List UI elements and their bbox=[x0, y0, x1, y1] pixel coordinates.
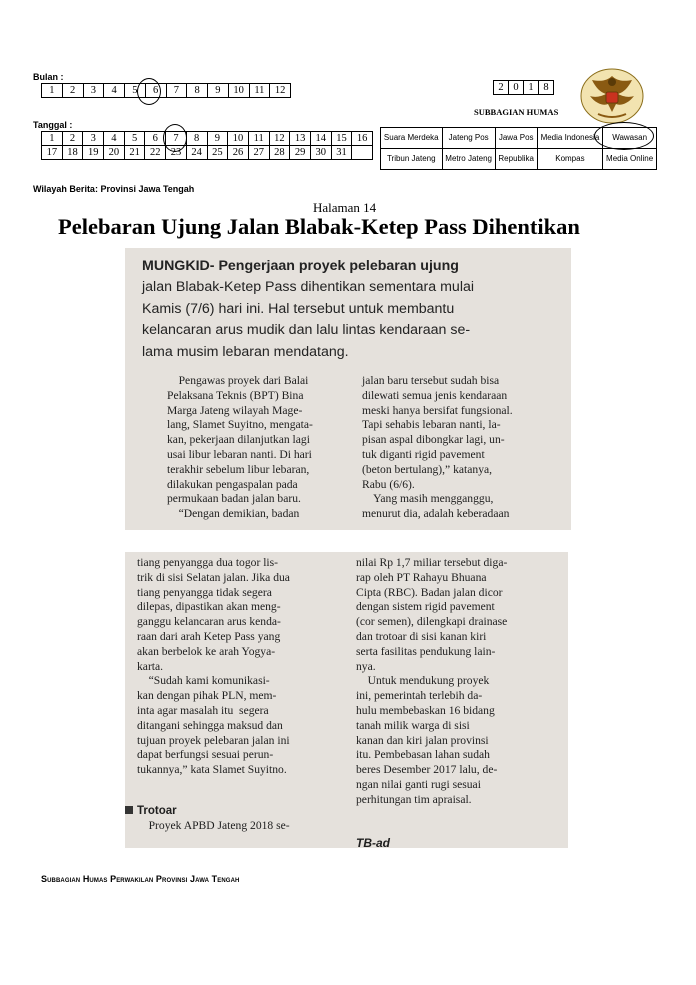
month-cell: 4 bbox=[104, 84, 125, 98]
article-line: Pengawas proyek dari Balai bbox=[167, 374, 309, 387]
date-cell: 5 bbox=[124, 132, 145, 146]
article-line: permukaan badan jalan baru. bbox=[167, 492, 301, 506]
article-line: (cor semen), dilengkapi drainase bbox=[356, 615, 508, 629]
article-line: Pelaksana Teknis (BPT) Bina bbox=[167, 388, 304, 402]
month-cell: 5 bbox=[125, 84, 146, 98]
article-line: menurut dia, adalah keberadaan bbox=[362, 507, 510, 521]
month-cell: 11 bbox=[249, 84, 270, 98]
date-cell: 22 bbox=[145, 146, 166, 160]
article-line: dilakukan pengaspalan pada bbox=[167, 477, 298, 491]
article-line: ditangani sehingga maksud dan bbox=[137, 718, 283, 732]
headline: Pelebaran Ujung Jalan Blabak-Ketep Pass Dihentikan bbox=[58, 214, 580, 239]
article-line: Untuk mendukung proyek bbox=[356, 674, 490, 688]
subhead-trotoar bbox=[125, 804, 345, 819]
article-line: dilewati semua jenis kendaraan bbox=[362, 388, 508, 402]
article-line: rap oleh PT Rahayu Bhuana bbox=[356, 570, 487, 584]
date-cell: 9 bbox=[207, 132, 228, 146]
date-cell: 27 bbox=[248, 146, 269, 160]
article-line: ini, pemerintah terlebih da- bbox=[356, 689, 483, 703]
square-bullet-icon bbox=[125, 806, 133, 814]
lead-line: Kamis (7/6) hari ini. Hal tersebut untuk membantu bbox=[142, 300, 455, 317]
date-cell: 16 bbox=[352, 132, 373, 146]
media-name: Metro Jateng bbox=[442, 149, 495, 170]
media-name: Wawasan bbox=[603, 128, 657, 149]
article-line: Cipta (RBC). Badan jalan dicor bbox=[356, 585, 503, 599]
article-line: tujuan proyek pelebaran jalan ini bbox=[137, 733, 290, 747]
article-line: lang, Slamet Suyitno, mengata- bbox=[167, 418, 313, 432]
media-name: Jawa Pos bbox=[495, 128, 537, 149]
org-label: SUBBAGIAN HUMAS bbox=[474, 107, 559, 117]
article-line: ngan nilai ganti rugi sesuai bbox=[356, 777, 481, 791]
selected-month-circle bbox=[137, 78, 161, 105]
article-line: “Dengan demikian, badan bbox=[167, 507, 300, 521]
article-line: Yang masih mengganggu, bbox=[362, 492, 494, 506]
date-cell: 21 bbox=[124, 146, 145, 160]
media-name: Tribun Jateng bbox=[381, 149, 443, 170]
date-selector bbox=[41, 131, 373, 160]
article-line: itu. Pembebasan lahan sudah bbox=[356, 748, 490, 762]
column-3-continuation: Proyek APBD Jateng 2018 se- bbox=[137, 818, 290, 832]
article-line: ganggu kelancaran arus kenda- bbox=[137, 615, 281, 629]
media-name: Jateng Pos bbox=[442, 128, 495, 149]
article-line: (beton bertulang),” katanya, bbox=[362, 462, 493, 476]
author-signature: TB-ad bbox=[356, 836, 390, 848]
article-line: perhitungan tim apraisal. bbox=[356, 792, 472, 806]
selected-date-circle bbox=[163, 124, 187, 152]
date-cell: 30 bbox=[310, 146, 331, 160]
article-line: Marga Jateng wilayah Mage- bbox=[167, 403, 303, 417]
date-cell: 25 bbox=[207, 146, 228, 160]
date-cell: 7 bbox=[166, 132, 187, 146]
article-clipping-top bbox=[125, 248, 571, 530]
year-digit: 1 bbox=[524, 81, 539, 95]
article-lead bbox=[142, 256, 474, 363]
article-line: pisan aspal dibongkar lagi, un- bbox=[362, 433, 505, 447]
year-digit: 0 bbox=[509, 81, 524, 95]
date-cell: 18 bbox=[62, 146, 83, 160]
month-cell: 3 bbox=[83, 84, 104, 98]
date-cell: 12 bbox=[269, 132, 290, 146]
article-line: akan berbelok ke arah Yogya- bbox=[137, 644, 276, 658]
date-cell: 23 bbox=[166, 146, 187, 160]
page-number: Halaman 14 bbox=[313, 200, 377, 215]
date-cell: 8 bbox=[186, 132, 207, 146]
date-cell: 2 bbox=[62, 132, 83, 146]
article-line: inta agar masalah itu segera bbox=[137, 703, 269, 717]
article-column-4 bbox=[356, 556, 507, 808]
date-cell: 6 bbox=[145, 132, 166, 146]
article-clipping-bottom bbox=[125, 552, 568, 848]
article-line: tuk diganti rigid pavement bbox=[362, 447, 485, 461]
article-line: meski hanya bersifat fungsional. bbox=[362, 403, 513, 417]
month-cell: 8 bbox=[187, 84, 208, 98]
month-cell: 6 bbox=[145, 84, 166, 98]
article-line: nya. bbox=[356, 659, 376, 673]
article-line: dapat berfungsi sesuai perun- bbox=[137, 748, 274, 762]
article-line: dengan sistem rigid pavement bbox=[356, 600, 495, 614]
media-name: Republika bbox=[495, 149, 537, 170]
article-line: beres Desember 2017 lalu, de- bbox=[356, 763, 498, 777]
month-selector bbox=[41, 83, 291, 98]
article-line: Tapi sehabis lebaran nanti, la- bbox=[362, 418, 501, 432]
bulan-label: Bulan : bbox=[33, 72, 64, 82]
article-line: “Sudah kami komunikasi- bbox=[137, 674, 270, 688]
date-cell: 19 bbox=[83, 146, 104, 160]
article-line: kan dengan pihak PLN, mem- bbox=[137, 689, 277, 703]
month-cell: 12 bbox=[270, 84, 291, 98]
date-cell: 10 bbox=[228, 132, 249, 146]
tanggal-label: Tanggal : bbox=[33, 120, 73, 130]
garuda-emblem-logo bbox=[578, 66, 646, 126]
month-cell: 7 bbox=[166, 84, 187, 98]
year-box bbox=[493, 80, 554, 95]
date-cell: 15 bbox=[331, 132, 352, 146]
media-name: Media Online bbox=[603, 149, 657, 170]
date-cell: 20 bbox=[104, 146, 125, 160]
date-cell: 11 bbox=[248, 132, 269, 146]
article-line: trik di sisi Selatan jalan. Jika dua bbox=[137, 570, 290, 584]
date-cell: 3 bbox=[83, 132, 104, 146]
article-line: tanah milik warga di sisi bbox=[356, 718, 470, 732]
date-cell: 1 bbox=[42, 132, 63, 146]
year-digit: 8 bbox=[539, 81, 554, 95]
footer-org: Subbagian Humas Perwakilan Provinsi Jawa Tengah bbox=[41, 874, 240, 884]
date-cell: 24 bbox=[186, 146, 207, 160]
date-cell: 4 bbox=[104, 132, 125, 146]
article-line: tukannya,” kata Slamet Suyitno. bbox=[137, 763, 287, 777]
article-line: dilepas, dipastikan akan meng- bbox=[137, 600, 281, 614]
media-name: Media Indonesia bbox=[537, 128, 603, 149]
article-line: usai libur lebaran nanti. Di hari bbox=[167, 447, 312, 461]
media-name: Suara Merdeka bbox=[381, 128, 443, 149]
article-line: jalan baru tersebut sudah bisa bbox=[362, 374, 500, 387]
date-cell: 28 bbox=[269, 146, 290, 160]
subhead-text: Trotoar bbox=[137, 805, 177, 817]
month-cell: 9 bbox=[208, 84, 229, 98]
article-line: kan, pekerjaan dilanjutkan lagi bbox=[167, 433, 310, 447]
month-cell: 10 bbox=[228, 84, 249, 98]
date-cell bbox=[352, 146, 373, 160]
lead-line: kelancaran arus mudik dan lalu lintas kendaraan se- bbox=[142, 322, 471, 339]
subhead-block bbox=[125, 804, 345, 834]
date-cell: 13 bbox=[290, 132, 311, 146]
date-cell: 17 bbox=[42, 146, 63, 160]
media-name: Kompas bbox=[537, 149, 603, 170]
year-digit: 2 bbox=[494, 81, 509, 95]
article-line: tiang penyangga tidak segera bbox=[137, 585, 272, 599]
article-line: kanan dan kiri jalan provinsi bbox=[356, 733, 489, 747]
article-line: karta. bbox=[137, 659, 164, 673]
article-line: nilai Rp 1,7 miliar tersebut diga- bbox=[356, 556, 508, 569]
wilayah-label: Wilayah Berita: Provinsi Jawa Tengah bbox=[33, 184, 195, 194]
date-cell: 31 bbox=[331, 146, 352, 160]
article-column-3 bbox=[137, 556, 290, 778]
lead-line: jalan Blabak-Ketep Pass dihentikan sementara mulai bbox=[142, 279, 475, 296]
selected-media-circle bbox=[594, 122, 654, 150]
article-line: serta fasilitas pendukung lain- bbox=[356, 644, 496, 658]
article-line: raan dari arah Ketep Pass yang bbox=[137, 629, 281, 643]
month-cell: 1 bbox=[42, 84, 63, 98]
month-cell: 2 bbox=[62, 84, 83, 98]
article-line: tiang penyangga dua togor lis- bbox=[137, 556, 279, 569]
article-line: terakhir sebelum libur lebaran, bbox=[167, 462, 310, 476]
article-column-2 bbox=[362, 374, 513, 522]
article-line: hulu membebaskan 16 bidang bbox=[356, 703, 495, 717]
date-cell: 26 bbox=[228, 146, 249, 160]
date-cell: 29 bbox=[290, 146, 311, 160]
article-line: dan trotoar di sisi kanan kiri bbox=[356, 629, 487, 643]
lead-line: lama musim lebaran mendatang. bbox=[142, 343, 349, 360]
date-cell: 14 bbox=[310, 132, 331, 146]
article-line: Rabu (6/6). bbox=[362, 477, 415, 491]
article-column-1 bbox=[167, 374, 313, 522]
lead-line: MUNGKID- Pengerjaan proyek pelebaran ujung bbox=[142, 258, 459, 274]
